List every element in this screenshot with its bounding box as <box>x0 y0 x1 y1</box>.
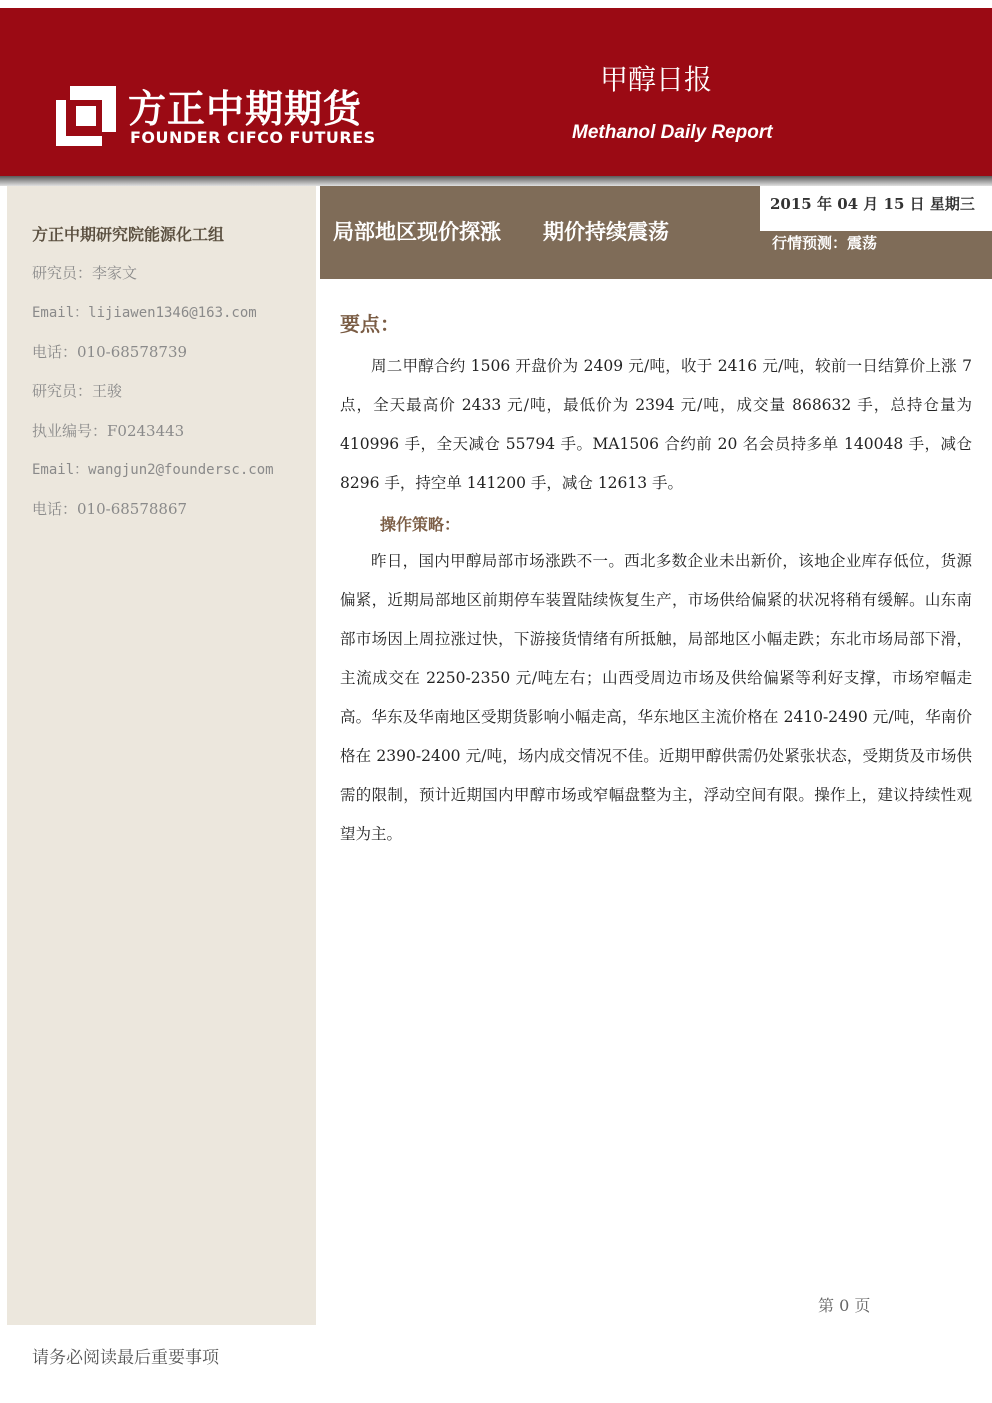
header-divider <box>0 176 992 186</box>
report-date: 2015 年 04 月 15 日 星期三 <box>770 195 975 213</box>
analyst-2-email: Email：wangjun2@foundersc.com <box>32 462 274 478</box>
key-points-heading: 要点： <box>340 312 400 336</box>
company-logo-text: 方正中期期货 <box>128 87 363 131</box>
analyst-1-email: Email：lijiawen1346@163.com <box>32 305 257 321</box>
analyst-1-phone: 电话：010-68578739 <box>32 343 188 361</box>
company-logo-english: FOUNDER CIFCO FUTURES <box>130 128 376 147</box>
founder-logo-icon <box>56 86 116 146</box>
analyst-2-name: 研究员：王骏 <box>32 382 123 400</box>
market-forecast: 行情预测：震荡 <box>772 234 878 252</box>
analyst-2-license: 执业编号：F0243443 <box>32 422 185 440</box>
headline: 局部地区现价探涨 期价持续震荡 <box>333 220 669 244</box>
research-group-name: 方正中期研究院能源化工组 <box>32 225 225 244</box>
page-number: 第 0 页 <box>818 1296 871 1315</box>
strategy-heading: 操作策略： <box>380 515 461 534</box>
analyst-1-name: 研究员：李家文 <box>32 264 138 282</box>
key-points-paragraph: 周二甲醇合约 1506 开盘价为 2409 元/吨，收于 2416 元/吨，较前一日结算价上涨 7 点，全天最高价 2433 元/吨，最低价为 2394 元/吨，成交量 868632 手，总持仓量为 410996 手，全天减仓 55794 手。MA1506 合约前 20 名会员持多单 140048 手，减仓 8296 手，持空单 141200 手，减仓 12613 手。 <box>340 357 972 492</box>
analyst-2-phone: 电话：010-68578867 <box>32 500 188 518</box>
report-title: 甲醇日报 <box>600 63 713 96</box>
strategy-paragraph: 昨日，国内甲醇局部市场涨跌不一。西北多数企业未出新价，该地企业库存低位，货源偏紧，近期局部地区前期停车装置陆续恢复生产，市场供给偏紧的状况将稍有缓解。山东南部市场因上周拉涨过快，下游接货情绪有所抵触，局部地区小幅走跌；东北市场局部下滑，主流成交在 2250-2350 元/吨左右；山西受周边市场及供给偏紧等利好支撑，市场窄幅走高。华东及华南地区受期货影响小幅走高，华东地区主流价格在 2410-2490 元/吨，华南价格在 2390-2400 元/吨，场内成交情况不佳。近期甲醇供需仍处紧张状态，受期货及市场供需的限制，预计近期国内甲醇市场或窄幅盘整为主，浮动空间有限。操作上，建议持续性观望为主。 <box>340 552 972 843</box>
disclaimer-note: 请务必阅读最后重要事项 <box>32 1348 219 1368</box>
report-title-english: Methanol Daily Report <box>572 122 773 143</box>
